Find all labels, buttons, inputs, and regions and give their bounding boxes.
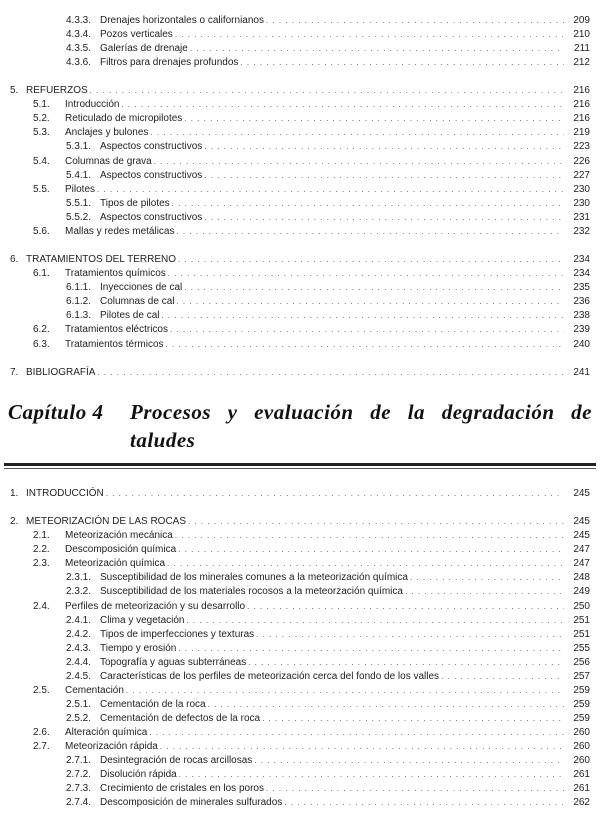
toc-entry-number: 5.5.1. xyxy=(66,198,92,209)
toc-entry-title: Disolución rápida xyxy=(100,769,177,780)
toc-entry-page: 255 xyxy=(573,643,590,654)
toc-entry-number: 4.3.5. xyxy=(66,43,92,54)
toc-entry-title: Filtros para drenajes profundos xyxy=(100,57,239,68)
toc-entry-page: 261 xyxy=(573,783,590,794)
toc-entry-title: Reticulado de micropilotes xyxy=(65,113,183,124)
toc-entry xyxy=(66,281,590,294)
toc-leader-dots xyxy=(184,112,564,125)
toc-entry-number: 6.1.1. xyxy=(66,282,92,293)
toc-entry xyxy=(33,529,590,542)
toc-leader-dots xyxy=(154,155,564,168)
toc-entry-title: Perfiles de meteorización y su desarrollo xyxy=(65,601,246,612)
toc-leader-dots xyxy=(175,28,564,41)
toc-leader-dots xyxy=(166,338,564,351)
toc-leader-dots xyxy=(186,614,564,627)
toc-entry-number: 4.3.6. xyxy=(66,57,92,68)
toc-leader-dots xyxy=(161,309,564,322)
toc-entry-page: 234 xyxy=(573,268,590,279)
toc-entry-number: 2.4. xyxy=(33,601,50,612)
toc-entry-page: 260 xyxy=(573,727,590,738)
toc-entry-title: Descomposición química xyxy=(65,544,177,555)
toc-entry xyxy=(66,628,590,641)
toc-entry-page: 247 xyxy=(573,558,590,569)
toc-leader-dots xyxy=(178,543,564,556)
toc-leader-dots xyxy=(266,14,564,27)
toc-entry-number: 2.3.2. xyxy=(66,586,92,597)
toc-entry xyxy=(10,253,590,266)
toc-entry-number: 5.5.2. xyxy=(66,212,92,223)
toc-leader-dots xyxy=(247,600,564,613)
toc-leader-dots xyxy=(204,169,564,182)
toc-entry-number: 6.2. xyxy=(33,324,50,335)
toc-entry-title: REFUERZOS xyxy=(26,85,88,96)
toc-entry-title: Cementación xyxy=(65,685,124,696)
toc-entry xyxy=(33,323,590,336)
toc-entry xyxy=(33,557,590,570)
toc-entry-page: 256 xyxy=(573,657,590,668)
toc-entry-title: Meteorización química xyxy=(65,558,166,569)
toc-entry-title: Anclajes y bulones xyxy=(65,127,149,138)
toc-entry-title: Columnas de grava xyxy=(65,156,152,167)
toc-leader-dots xyxy=(175,529,564,542)
toc-entry-page: 245 xyxy=(573,488,590,499)
toc-entry-page: 262 xyxy=(573,797,590,808)
toc-entry-number: 6. xyxy=(10,254,19,265)
toc-entry-number: 4.3.3. xyxy=(66,15,92,26)
chapter-title-word: evaluación xyxy=(254,400,354,424)
toc-leader-dots xyxy=(248,656,564,669)
toc-leader-dots xyxy=(410,571,564,584)
toc-entry-page: 232 xyxy=(573,226,590,237)
toc-entry-title: METEORIZACIÓN DE LAS ROCAS xyxy=(26,516,187,527)
toc-entry-title: Meteorización mecánica xyxy=(65,530,173,541)
toc-entry xyxy=(33,126,590,139)
toc-entry xyxy=(33,183,590,196)
toc-entry xyxy=(66,656,590,669)
toc-leader-dots xyxy=(188,515,564,528)
toc-entry-number: 5. xyxy=(10,85,19,96)
toc-entry-page: 245 xyxy=(573,530,590,541)
toc-entry-title: Introducción xyxy=(65,99,120,110)
toc-entry-number: 2.6. xyxy=(33,727,50,738)
toc-entry xyxy=(66,14,590,27)
toc-entry-number: 2.7.3. xyxy=(66,783,92,794)
toc-entry-title: Topografía y aguas subterráneas xyxy=(100,657,247,668)
toc-entry xyxy=(33,684,590,697)
toc-entry-title: Desintegración de rocas arcillosas xyxy=(100,755,253,766)
toc-entry-page: 249 xyxy=(573,586,590,597)
toc-entry-page: 240 xyxy=(573,339,590,350)
toc-leader-dots xyxy=(168,267,564,280)
toc-leader-dots xyxy=(176,295,564,308)
toc-entry-title: Aspectos constructivos xyxy=(100,212,203,223)
toc-entry-page: 260 xyxy=(573,741,590,752)
chapter-label: Capítulo 4 xyxy=(8,400,104,424)
toc-entry xyxy=(66,28,590,41)
toc-entry-page: 219 xyxy=(573,127,590,138)
toc-leader-dots xyxy=(126,684,564,697)
toc-entry-page: 234 xyxy=(573,254,590,265)
toc-entry-title: Tipos de imperfecciones y texturas xyxy=(100,629,255,640)
toc-entry-page: 230 xyxy=(573,184,590,195)
toc-entry-page: 231 xyxy=(573,212,590,223)
toc-entry-page: 259 xyxy=(573,699,590,710)
toc-entry-title: Tipos de pilotes xyxy=(100,198,170,209)
toc-entry-number: 6.1.3. xyxy=(66,310,92,321)
toc-leader-dots xyxy=(90,84,564,97)
toc-entry xyxy=(66,140,590,153)
toc-entry xyxy=(33,225,590,238)
toc-entry-number: 6.3. xyxy=(33,339,50,350)
toc-entry xyxy=(66,197,590,210)
chapter-title-line-1 xyxy=(130,400,592,425)
chapter-rule-thin xyxy=(4,468,596,469)
chapter-title-word: la xyxy=(407,400,426,424)
toc-leader-dots xyxy=(160,740,564,753)
toc-entry-page: 251 xyxy=(573,629,590,640)
toc-entry-title: Mallas y redes metálicas xyxy=(65,226,175,237)
toc-entry-page: 248 xyxy=(573,572,590,583)
toc-leader-dots xyxy=(204,211,564,224)
toc-entry-page: 245 xyxy=(573,516,590,527)
toc-entry-number: 2.7.2. xyxy=(66,769,92,780)
toc-leader-dots xyxy=(149,726,564,739)
toc-entry xyxy=(66,782,590,795)
toc-entry-title: Cementación de la roca xyxy=(100,699,206,710)
toc-entry-title: Tratamientos térmicos xyxy=(65,339,164,350)
toc-entry-number: 2.4.3. xyxy=(66,643,92,654)
chapter-title-word: degradación xyxy=(441,400,555,424)
toc-entry-number: 5.2. xyxy=(33,113,50,124)
toc-leader-dots xyxy=(121,98,564,111)
toc-entry xyxy=(66,571,590,584)
toc-entry xyxy=(66,712,590,725)
toc-entry-page: 216 xyxy=(573,113,590,124)
toc-entry-title: Pilotes de cal xyxy=(100,310,160,321)
toc-entry-page: 210 xyxy=(573,29,590,40)
toc-entry xyxy=(66,768,590,781)
toc-entry-number: 2. xyxy=(10,516,19,527)
toc-entry xyxy=(66,670,590,683)
toc-entry-title: Alteración química xyxy=(65,727,148,738)
toc-entry-title: Susceptibilidad de los materiales rocosos a la meteorzación química xyxy=(100,586,403,597)
toc-entry-title: Tratamientos eléctricos xyxy=(65,324,168,335)
toc-leader-dots xyxy=(178,253,564,266)
toc-leader-dots xyxy=(256,628,564,641)
toc-entry-number: 5.1. xyxy=(33,99,50,110)
toc-leader-dots xyxy=(176,225,564,238)
toc-entry-number: 2.5.1. xyxy=(66,699,92,710)
toc-entry-number: 5.3. xyxy=(33,127,50,138)
toc-leader-dots xyxy=(204,140,564,153)
toc-entry-page: 261 xyxy=(573,769,590,780)
toc-entry xyxy=(33,600,590,613)
toc-entry xyxy=(33,740,590,753)
toc-leader-dots xyxy=(97,183,564,196)
toc-leader-dots xyxy=(266,782,564,795)
toc-entry-number: 6.1. xyxy=(33,268,50,279)
toc-leader-dots xyxy=(240,56,564,69)
toc-entry-title: Inyecciones de cal xyxy=(100,282,183,293)
toc-entry xyxy=(33,338,590,351)
toc-entry-number: 2.5. xyxy=(33,685,50,696)
toc-leader-dots xyxy=(170,323,564,336)
toc-entry-number: 1. xyxy=(10,488,19,499)
toc-entry-number: 5.5. xyxy=(33,184,50,195)
toc-entry-page: 257 xyxy=(573,671,590,682)
toc-entry-page: 238 xyxy=(573,310,590,321)
toc-entry-title: Aspectos constructivos xyxy=(100,141,203,152)
toc-entry-number: 2.7.4. xyxy=(66,797,92,808)
toc-leader-dots xyxy=(254,754,564,767)
toc-entry xyxy=(10,366,590,379)
toc-entry-page: 239 xyxy=(573,324,590,335)
chapter-title-word: Procesos xyxy=(130,400,211,424)
toc-entry-title: Columnas de cal xyxy=(100,296,175,307)
toc-entry xyxy=(66,754,590,767)
toc-leader-dots xyxy=(184,281,564,294)
toc-entry-title: TRATAMIENTOS DEL TERRENO xyxy=(26,254,177,265)
toc-entry-page: 211 xyxy=(574,43,590,54)
toc-entry xyxy=(66,614,590,627)
toc-entry-page: 223 xyxy=(573,141,590,152)
toc-entry-number: 5.4.1. xyxy=(66,170,92,181)
toc-entry-page: 241 xyxy=(573,367,590,378)
toc-leader-dots xyxy=(167,557,564,570)
toc-entry-number: 2.4.2. xyxy=(66,629,92,640)
toc-entry xyxy=(66,642,590,655)
toc-entry-number: 4.3.4. xyxy=(66,29,92,40)
toc-entry xyxy=(33,543,590,556)
toc-entry-number: 2.1. xyxy=(33,530,50,541)
toc-leader-dots xyxy=(178,642,564,655)
toc-entry xyxy=(33,267,590,280)
toc-entry xyxy=(66,698,590,711)
toc-leader-dots xyxy=(190,42,564,55)
toc-entry xyxy=(33,112,590,125)
chapter-title-word: de xyxy=(370,400,392,424)
toc-entry xyxy=(10,515,590,528)
toc-entry-title: Cementación de defectos de la roca xyxy=(100,713,261,724)
toc-entry xyxy=(66,796,590,809)
toc-entry-number: 6.1.2. xyxy=(66,296,92,307)
toc-entry-page: 260 xyxy=(573,755,590,766)
toc-entry-title: Características de los perfiles de meteorización cerca del fondo de los valles xyxy=(100,671,440,682)
toc-entry xyxy=(66,211,590,224)
toc-entry-number: 2.3.1. xyxy=(66,572,92,583)
toc-entry xyxy=(66,169,590,182)
toc-entry-page: 226 xyxy=(573,156,590,167)
toc-entry-title: Susceptibilidad de los minerales comunes a la meteorización química xyxy=(100,572,408,583)
toc-leader-dots xyxy=(284,796,564,809)
toc-entry-title: Drenajes horizontales o californianos xyxy=(100,15,264,26)
toc-entry-page: 247 xyxy=(573,544,590,555)
toc-entry xyxy=(33,98,590,111)
toc-entry xyxy=(66,585,590,598)
toc-entry-title: Crecimiento de cristales en los poros xyxy=(100,783,264,794)
toc-entry-title: Aspectos constructivos xyxy=(100,170,203,181)
toc-entry-page: 250 xyxy=(573,601,590,612)
toc-entry xyxy=(66,56,590,69)
toc-entry-title: Descomposición de minerales sulfurados xyxy=(100,797,283,808)
toc-entry-page: 259 xyxy=(573,713,590,724)
toc-entry-page: 227 xyxy=(573,170,590,181)
toc-entry-page: 209 xyxy=(573,15,590,26)
toc-entry-page: 235 xyxy=(573,282,590,293)
chapter-rule-thick xyxy=(4,463,596,466)
toc-entry-page: 259 xyxy=(573,685,590,696)
toc-entry xyxy=(66,295,590,308)
toc-entry-title: Clima y vegetación xyxy=(100,615,185,626)
chapter-title-line-2: taludes xyxy=(130,428,196,452)
chapter-title-word: y xyxy=(227,400,238,424)
toc-entry xyxy=(10,84,590,97)
toc-entry-number: 2.5.2. xyxy=(66,713,92,724)
toc-leader-dots xyxy=(179,768,564,781)
toc-entry xyxy=(66,309,590,322)
toc-leader-dots xyxy=(441,670,564,683)
toc-entry-title: Galerías de drenaje xyxy=(100,43,188,54)
toc-leader-dots xyxy=(106,487,564,500)
toc-entry-number: 2.4.1. xyxy=(66,615,92,626)
toc-entry-title: Meteorización rápida xyxy=(65,741,158,752)
toc-entry-title: Pozos verticales xyxy=(100,29,173,40)
toc-leader-dots xyxy=(208,698,564,711)
toc-entry-number: 2.4.4. xyxy=(66,657,92,668)
toc-entry-page: 251 xyxy=(573,615,590,626)
toc-entry-number: 5.4. xyxy=(33,156,50,167)
toc-entry-title: BIBLIOGRAFÍA xyxy=(26,367,96,378)
toc-entry xyxy=(66,42,590,55)
toc-entry-title: Tiempo y erosión xyxy=(100,643,177,654)
toc-entry-number: 2.4.5. xyxy=(66,671,92,682)
toc-entry xyxy=(33,155,590,168)
toc-leader-dots xyxy=(262,712,564,725)
toc-entry-page: 212 xyxy=(573,57,590,68)
toc-entry-title: Pilotes xyxy=(65,184,96,195)
toc-entry-number: 5.6. xyxy=(33,226,50,237)
toc-entry-number: 2.7.1. xyxy=(66,755,92,766)
toc-entry-number: 2.3. xyxy=(33,558,50,569)
toc-leader-dots xyxy=(97,366,564,379)
toc-entry-number: 5.3.1. xyxy=(66,141,92,152)
toc-entry-page: 216 xyxy=(573,85,590,96)
toc-leader-dots xyxy=(172,197,564,210)
toc-entry-title: Tratamientos químicos xyxy=(65,268,166,279)
toc-entry xyxy=(10,487,590,500)
toc-entry-page: 216 xyxy=(573,99,590,110)
toc-leader-dots xyxy=(150,126,564,139)
toc-entry-number: 7. xyxy=(10,367,19,378)
toc-entry-number: 2.2. xyxy=(33,544,50,555)
toc-leader-dots xyxy=(405,585,564,598)
toc-entry-page: 230 xyxy=(573,198,590,209)
toc-entry-title: INTRODUCCIÓN xyxy=(26,488,104,499)
chapter-title-word: de xyxy=(571,400,592,424)
toc-entry-number: 2.7. xyxy=(33,741,50,752)
toc-entry-page: 236 xyxy=(573,296,590,307)
toc-entry xyxy=(33,726,590,739)
